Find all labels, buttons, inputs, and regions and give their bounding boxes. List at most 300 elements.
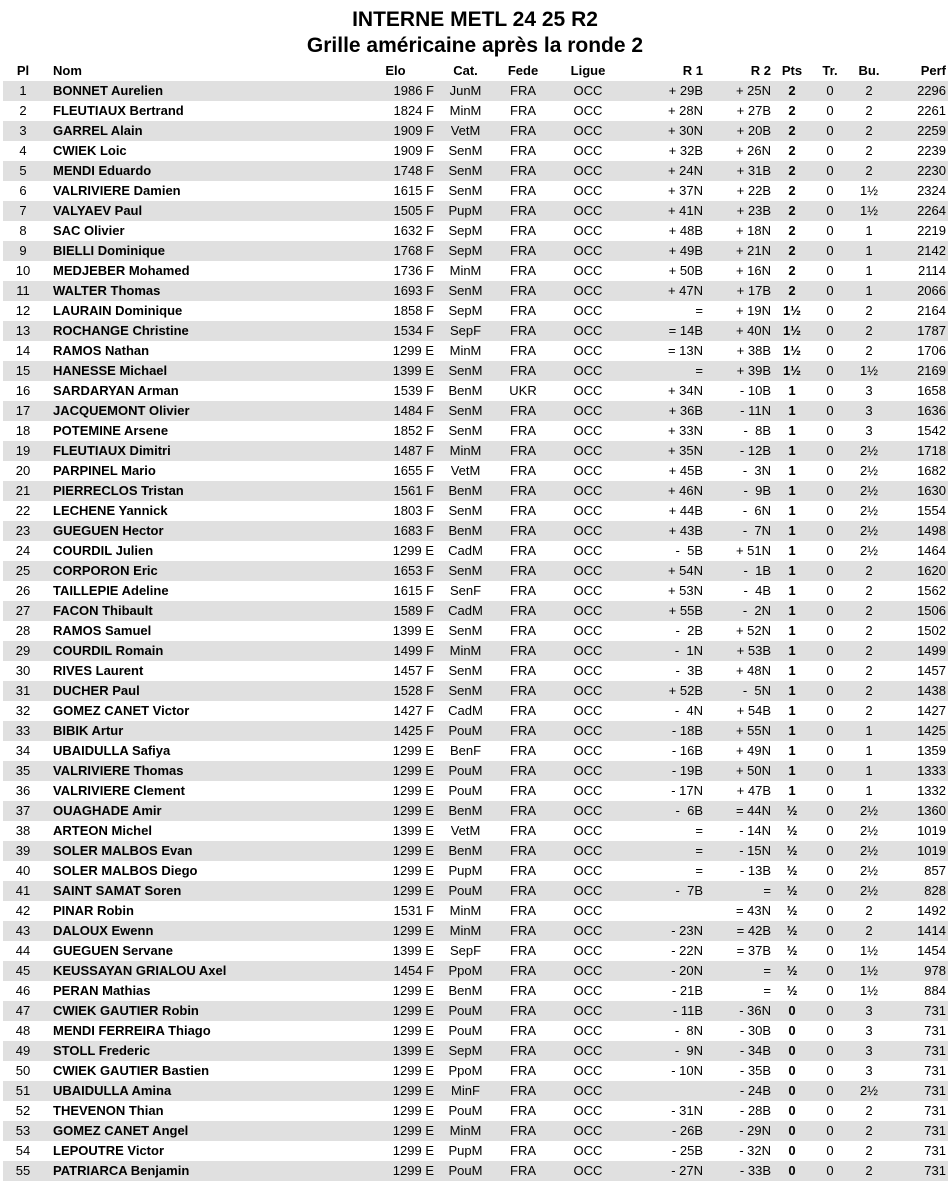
cell-perf: 731 [924,1103,946,1118]
cell-bu: 2½ [847,1081,891,1101]
cell-pl: 1 [3,81,43,101]
cell-bu: 1½ [847,361,891,381]
cell-bu: 2 [847,1121,891,1141]
cell-fede: FRA [493,121,553,141]
cell-r1: + 43B [623,521,703,541]
cell-pts: 1 [788,383,796,398]
cell-pl: 31 [3,681,43,701]
cell-r1: + 32B [668,143,703,158]
cell-elo: 1399 E [392,623,434,638]
table-row [3,1061,948,1081]
table-row [3,81,948,101]
table-row [3,961,948,981]
cell-r2: + 50N [703,761,771,781]
cell-pts: 1 [788,503,796,518]
cell-elo: 1299 E [353,881,438,901]
cell-fede: FRA [493,201,553,221]
cell-bu: 2 [847,321,891,341]
cell-tr: 0 [813,161,847,181]
cell-perf: 1499 [891,641,948,661]
cell-bu: 2 [847,681,891,701]
cell-r2: - 6N [742,503,771,518]
cell-r1: = 14B [623,321,703,341]
cell-cat: SenM [438,161,493,181]
cell-perf: 1682 [917,463,946,478]
cell-elo: 1299 E [392,743,434,758]
col-header-fede: Fede [507,63,539,78]
cell-r1: - 19B [623,761,703,781]
cell-r2: = [703,881,771,901]
cell-pl: 23 [3,521,43,541]
table-row [3,881,948,901]
cell-ligue: OCC [573,1103,603,1118]
cell-nom: DALOUX Ewenn [43,921,353,941]
cell-pts: 1 [771,761,813,781]
cell-cat: SenM [448,623,483,638]
cell-perf: 2261 [917,103,946,118]
cell-pts: ½ [786,823,798,838]
cell-pts: 1 [788,583,796,598]
table-row [3,141,948,161]
cell-r2: + 26N [735,143,771,158]
cell-elo: 1499 F [353,641,438,661]
table-row [3,181,948,201]
cell-perf: 2296 [891,81,948,101]
cell-cat: MinM [449,263,482,278]
cell-cat: PpoM [438,961,493,981]
table-row [3,481,948,501]
cell-pl: 51 [3,1081,43,1101]
cell-r1: - 4N [674,703,703,718]
cell-pts: 2 [788,223,796,238]
cell-perf: 828 [891,881,948,901]
cell-ligue: OCC [573,183,603,198]
cell-cat: SenF [449,583,482,598]
cell-fede: FRA [493,801,553,821]
cell-nom: LEPOUTRE Victor [53,1143,165,1158]
cell-r2: + 53B [703,641,771,661]
cell-nom: UBAIDULLA Amina [43,1081,353,1101]
cell-tr: 0 [813,721,847,741]
cell-tr: 0 [826,503,834,518]
cell-cat: SenM [448,423,483,438]
cell-pl: 30 [15,663,31,678]
col-header-elo: Elo [385,63,406,78]
cell-elo: 1505 F [353,201,438,221]
cell-nom: GOMEZ CANET Victor [53,703,190,718]
cell-perf: 1333 [891,761,948,781]
cell-bu: 3 [865,423,873,438]
cell-ligue: OCC [573,1023,603,1038]
cell-fede: FRA [510,863,536,878]
cell-bu: 3 [865,1023,873,1038]
cell-nom: STOLL Frederic [43,1041,353,1061]
cell-perf: 731 [924,1063,946,1078]
cell-tr: 0 [826,143,834,158]
cell-pts: 0 [771,1001,813,1021]
table-row [3,761,948,781]
cell-bu: 2 [865,663,873,678]
cell-cat: SepM [448,303,483,318]
cell-cat: PupM [448,863,483,878]
cell-elo: 1683 F [353,521,438,541]
col-header-r2: R 2 [750,63,771,78]
cell-cat: MinM [438,1121,493,1141]
cell-r1: = [695,303,703,318]
cell-tr: 0 [813,1121,847,1141]
cell-pl: 24 [15,543,31,558]
cell-pl: 43 [3,921,43,941]
cell-fede: FRA [493,1041,553,1061]
cell-nom: MEDJEBER Mohamed [53,263,190,278]
cell-r2: - 10B [739,383,771,398]
cell-pl: 5 [3,161,43,181]
cell-nom: VALRIVIERE Thomas [43,761,353,781]
cell-pts: 0 [788,1023,796,1038]
cell-pl: 12 [15,303,31,318]
cell-r1: = 13N [667,343,703,358]
cell-ligue: OCC [553,721,623,741]
cell-bu: 2 [865,1143,873,1158]
cell-tr: 0 [813,801,847,821]
cell-nom: SAINT SAMAT Soren [43,881,353,901]
cell-tr: 0 [826,1103,834,1118]
cell-pl: 48 [15,1023,31,1038]
cell-tr: 0 [813,441,847,461]
cell-nom: PATRIARCA Benjamin [43,1161,353,1181]
cell-elo: 1299 E [353,1001,438,1021]
cell-r1: + 36B [623,401,703,421]
cell-elo: 1299 E [392,863,434,878]
cell-nom: SARDARYAN Arman [53,383,179,398]
cell-tr: 0 [813,241,847,261]
cell-pts: 1 [771,521,813,541]
cell-elo: 1528 F [353,681,438,701]
cell-bu: 2½ [859,503,879,518]
cell-fede: FRA [510,263,536,278]
page-subtitle: Grille américaine après la ronde 2 [306,34,644,57]
cell-r1: - 5B [675,543,703,558]
cell-nom: COURDIL Julien [53,543,154,558]
cell-r1: + 53N [667,583,703,598]
cell-pts: 2 [771,161,813,181]
cell-r1: = [695,863,703,878]
cell-fede: FRA [493,1081,553,1101]
cell-ligue: OCC [553,761,623,781]
cell-bu: 1½ [859,983,879,998]
header-row [3,61,948,81]
cell-perf: 1554 [917,503,946,518]
cell-pts: 2 [771,121,813,141]
page-title: INTERNE METL 24 25 R2 [352,8,598,31]
cell-elo: 1299 E [392,983,434,998]
cell-bu: 2 [865,343,873,358]
cell-perf: 1019 [917,823,946,838]
cell-tr: 0 [826,1023,834,1038]
col-header-cat: Cat. [453,63,478,78]
table-row [3,421,948,441]
cell-tr: 0 [813,681,847,701]
cell-elo: 1454 F [353,961,438,981]
cell-bu: 1 [847,241,891,261]
table-row [3,721,948,741]
cell-fede: FRA [510,703,536,718]
cell-pts: 2 [788,263,796,278]
table-row [3,1041,948,1061]
cell-perf: 1787 [891,321,948,341]
cell-cat: MinM [449,343,482,358]
cell-elo: 1693 F [353,281,438,301]
cell-pts: 1 [788,783,796,798]
cell-tr: 0 [813,921,847,941]
cell-r2: - 12B [703,441,771,461]
cell-tr: 0 [813,201,847,221]
cell-ligue: OCC [573,303,603,318]
cell-r1: + 37N [667,183,703,198]
cell-elo: 1484 F [353,401,438,421]
cell-pts: 0 [771,1161,813,1181]
cell-cat: MinM [449,903,482,918]
cell-r1: - 8N [674,1023,703,1038]
cell-fede: FRA [493,521,553,541]
cell-elo: 1427 F [393,703,434,718]
cell-pts: 2 [788,103,796,118]
cell-cat: BenM [438,521,493,541]
cell-nom: WALTER Thomas [43,281,353,301]
cell-cat: PouM [448,1023,483,1038]
cell-pl: 29 [3,641,43,661]
cell-perf: 2324 [917,183,946,198]
cell-tr: 0 [813,121,847,141]
cell-perf: 1332 [917,783,946,798]
cell-elo: 1909 F [393,143,434,158]
cell-tr: 0 [826,303,834,318]
cell-r2: = 42B [703,921,771,941]
cell-cat: PpoM [448,1063,483,1078]
cell-perf: 2219 [917,223,946,238]
cell-elo: 1299 E [392,1023,434,1038]
cell-pts: 1 [771,401,813,421]
cell-bu: 2 [865,623,873,638]
table-row [3,641,948,661]
cell-fede: FRA [493,361,553,381]
cell-cat: SepF [438,321,493,341]
cell-bu: 1½ [859,943,879,958]
cell-r1: - 23N [623,921,703,941]
cell-tr: 0 [813,601,847,621]
cell-pl: 8 [19,223,27,238]
cell-r1: - 10N [671,1063,703,1078]
table-row [3,701,948,721]
table-row [3,241,948,261]
cell-r2: + 27B [736,103,771,118]
cell-bu: 2½ [847,801,891,821]
cell-bu: 2 [847,121,891,141]
cell-cat: VetM [438,121,493,141]
cell-pl: 44 [15,943,31,958]
cell-pl: 25 [3,561,43,581]
cell-pl: 9 [3,241,43,261]
table-row [3,501,948,521]
cell-r2: + 49N [735,743,771,758]
cell-perf: 2142 [891,241,948,261]
cell-bu: 2 [865,1103,873,1118]
cell-pl: 14 [15,343,31,358]
cell-tr: 0 [826,423,834,438]
cell-nom: LAURAIN Dominique [53,303,183,318]
cell-pl: 35 [3,761,43,781]
cell-pl: 28 [15,623,31,638]
cell-nom: FLEUTIAUX Dimitri [43,441,353,461]
table-row [3,621,948,641]
cell-tr: 0 [813,81,847,101]
cell-ligue: OCC [573,143,603,158]
cell-elo: 1768 F [353,241,438,261]
cell-perf: 1492 [917,903,946,918]
cell-pl: 16 [15,383,31,398]
cell-r1: + 54N [623,561,703,581]
cell-elo: 1534 F [353,321,438,341]
cell-tr: 0 [826,103,834,118]
cell-cat: SenM [448,143,483,158]
cell-r1: - 16B [671,743,703,758]
cell-cat: VetM [450,823,481,838]
cell-fede: FRA [493,561,553,581]
cell-r1: - 25B [671,1143,703,1158]
cell-r1: - 9N [623,1041,703,1061]
cell-pts: 1 [771,681,813,701]
cell-pts: 2 [771,201,813,221]
cell-pl: 45 [3,961,43,981]
cell-fede: FRA [510,423,536,438]
cell-tr: 0 [826,1063,834,1078]
cell-pl: 32 [15,703,31,718]
cell-pl: 13 [3,321,43,341]
cell-r2: = [763,983,771,998]
table-row [3,441,948,461]
cell-ligue: OCC [553,841,623,861]
cell-r1: = [695,823,703,838]
cell-nom: DUCHER Paul [43,681,353,701]
cell-pts: 1 [788,703,796,718]
cell-r2: + 25N [703,81,771,101]
col-header-r1: R 1 [682,63,703,78]
cell-cat: SenM [438,401,493,421]
cell-r2: - 4B [743,583,771,598]
table-row [3,341,948,361]
cell-elo: 1852 F [393,423,434,438]
cell-nom: HANESSE Michael [43,361,353,381]
cell-fede: FRA [510,1103,536,1118]
cell-r1: + 45B [668,463,703,478]
cell-cat: JunM [438,81,493,101]
cell-cat: SenM [438,561,493,581]
cell-pl: 20 [15,463,31,478]
cell-nom: SOLER MALBOS Diego [53,863,198,878]
cell-bu: 2½ [847,481,891,501]
cell-nom: COURDIL Romain [43,641,353,661]
cell-pl: 49 [3,1041,43,1061]
cell-r1: - 22N [671,943,703,958]
cell-r1: - 21B [671,983,703,998]
cell-elo: 1531 F [393,903,434,918]
cell-r2: + 16N [735,263,771,278]
cell-cat: MinF [438,1081,493,1101]
cell-cat: SenM [448,663,483,678]
cell-tr: 0 [826,743,834,758]
cell-ligue: OCC [573,983,603,998]
cell-elo: 1803 F [393,503,434,518]
cell-tr: 0 [813,641,847,661]
cell-perf: 1620 [891,561,948,581]
cell-r2: = 43N [735,903,771,918]
cell-nom: ARTEON Michel [53,823,152,838]
cell-r1: + 46N [623,481,703,501]
cell-pts: ½ [786,903,798,918]
cell-elo: 1986 F [353,81,438,101]
cell-r1: - 18B [623,721,703,741]
cell-nom: THEVENON Thian [53,1103,164,1118]
cell-r2: - 5N [703,681,771,701]
cell-r2: - 11N [703,401,771,421]
cell-pts: ½ [771,801,813,821]
cell-pts: 1 [788,743,796,758]
cell-r1: - 27N [623,1161,703,1181]
cell-cat: SepM [448,223,483,238]
cell-tr: 0 [813,881,847,901]
cell-fede: FRA [493,761,553,781]
cell-pl: 42 [15,903,31,918]
cell-cat: PouM [438,721,493,741]
table-row [3,581,948,601]
table-row [3,561,948,581]
cell-bu: 2 [865,903,873,918]
cell-r1: - 7B [623,881,703,901]
cell-tr: 0 [813,401,847,421]
cell-cat: MinM [438,921,493,941]
cell-perf: 884 [924,983,946,998]
cell-bu: 2 [847,601,891,621]
cell-nom: LECHENE Yannick [53,503,168,518]
cell-fede: FRA [493,161,553,181]
cell-elo: 1615 F [393,183,434,198]
cell-bu: 1½ [847,201,891,221]
cell-r1: + 41N [623,201,703,221]
cell-cat: BenM [438,481,493,501]
cell-pl: 7 [3,201,43,221]
table-row [3,121,948,141]
cell-tr: 0 [826,943,834,958]
cell-perf: 731 [924,1023,946,1038]
cell-pl: 15 [3,361,43,381]
cell-ligue: OCC [553,81,623,101]
cell-cat: SepF [449,943,482,958]
cell-tr: 0 [813,961,847,981]
cell-r2: - 14N [739,823,771,838]
cell-perf: 731 [891,1041,948,1061]
cell-r2: + 39B [703,361,771,381]
cell-elo: 1299 E [392,1063,434,1078]
cell-ligue: OCC [553,521,623,541]
standings-table [3,61,948,1181]
cell-bu: 2 [847,161,891,181]
cell-tr: 0 [813,1161,847,1181]
cell-tr: 0 [826,863,834,878]
cell-perf: 2239 [917,143,946,158]
cell-cat: PouM [438,761,493,781]
table-row [3,461,948,481]
cell-nom: FACON Thibault [43,601,353,621]
